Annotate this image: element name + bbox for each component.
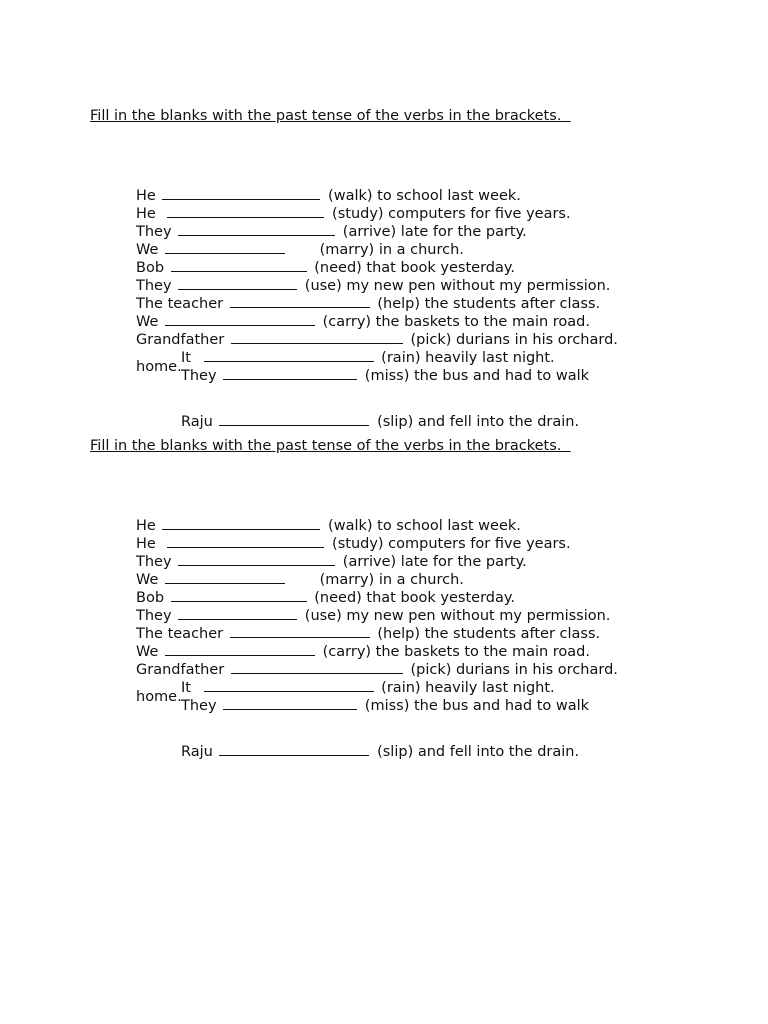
list-item: They (use) my new pen without my permission. — [136, 608, 611, 624]
instruction: Fill in the blanks with the past tense of the verbs in the brackets. — [90, 438, 571, 454]
list-item: Raju (slip) and fell into the drain. — [181, 744, 580, 760]
list-item: It (rain) heavily last night. — [181, 350, 555, 366]
list-item: Grandfather (pick) durians in his orchard. — [136, 332, 618, 348]
answer-blank[interactable] — [231, 331, 403, 344]
list-item: We (carry) the baskets to the main road. — [136, 314, 590, 330]
answer-blank[interactable] — [171, 589, 307, 602]
answer-blank[interactable] — [223, 697, 357, 710]
list-item: We (marry) in a church. — [136, 572, 464, 588]
list-item: Grandfather (pick) durians in his orchard. — [136, 662, 618, 678]
answer-blank[interactable] — [178, 607, 297, 620]
answer-blank[interactable] — [178, 553, 335, 566]
list-item: He (walk) to school last week. — [136, 518, 521, 534]
answer-blank[interactable] — [162, 517, 320, 530]
answer-blank[interactable] — [162, 187, 320, 200]
answer-blank[interactable] — [165, 571, 285, 584]
list-item: They (use) my new pen without my permission. — [136, 278, 611, 294]
list-item: The teacher (help) the students after class. — [136, 626, 601, 642]
list-item-continuation: home. — [136, 689, 182, 705]
answer-blank[interactable] — [171, 259, 307, 272]
answer-blank[interactable] — [204, 349, 374, 362]
answer-blank[interactable] — [219, 413, 369, 426]
list-item-continuation: home. — [136, 359, 182, 375]
answer-blank[interactable] — [230, 295, 370, 308]
answer-blank[interactable] — [165, 643, 315, 656]
answer-blank[interactable] — [223, 367, 357, 380]
instruction: Fill in the blanks with the past tense of the verbs in the brackets. — [90, 108, 571, 124]
answer-blank[interactable] — [165, 241, 285, 254]
answer-blank[interactable] — [165, 313, 315, 326]
answer-blank[interactable] — [231, 661, 403, 674]
answer-blank[interactable] — [167, 205, 324, 218]
answer-blank[interactable] — [204, 679, 374, 692]
list-item: Bob (need) that book yesterday. — [136, 590, 515, 606]
list-item: They (arrive) late for the party. — [136, 224, 527, 240]
list-item: He (study) computers for five years. — [136, 536, 571, 552]
list-item: We (carry) the baskets to the main road. — [136, 644, 590, 660]
list-item: He (walk) to school last week. — [136, 188, 521, 204]
answer-blank[interactable] — [230, 625, 370, 638]
answer-blank[interactable] — [178, 277, 297, 290]
answer-blank[interactable] — [219, 743, 369, 756]
list-item: Raju (slip) and fell into the drain. — [181, 414, 580, 430]
list-item: It (rain) heavily last night. — [181, 680, 555, 696]
list-item: We (marry) in a church. — [136, 242, 464, 258]
list-item: He (study) computers for five years. — [136, 206, 571, 222]
list-item: They (miss) the bus and had to walk — [181, 368, 590, 384]
list-item: Bob (need) that book yesterday. — [136, 260, 515, 276]
list-item: They (arrive) late for the party. — [136, 554, 527, 570]
answer-blank[interactable] — [178, 223, 335, 236]
answer-blank[interactable] — [167, 535, 324, 548]
list-item: The teacher (help) the students after class. — [136, 296, 601, 312]
list-item: They (miss) the bus and had to walk — [181, 698, 590, 714]
